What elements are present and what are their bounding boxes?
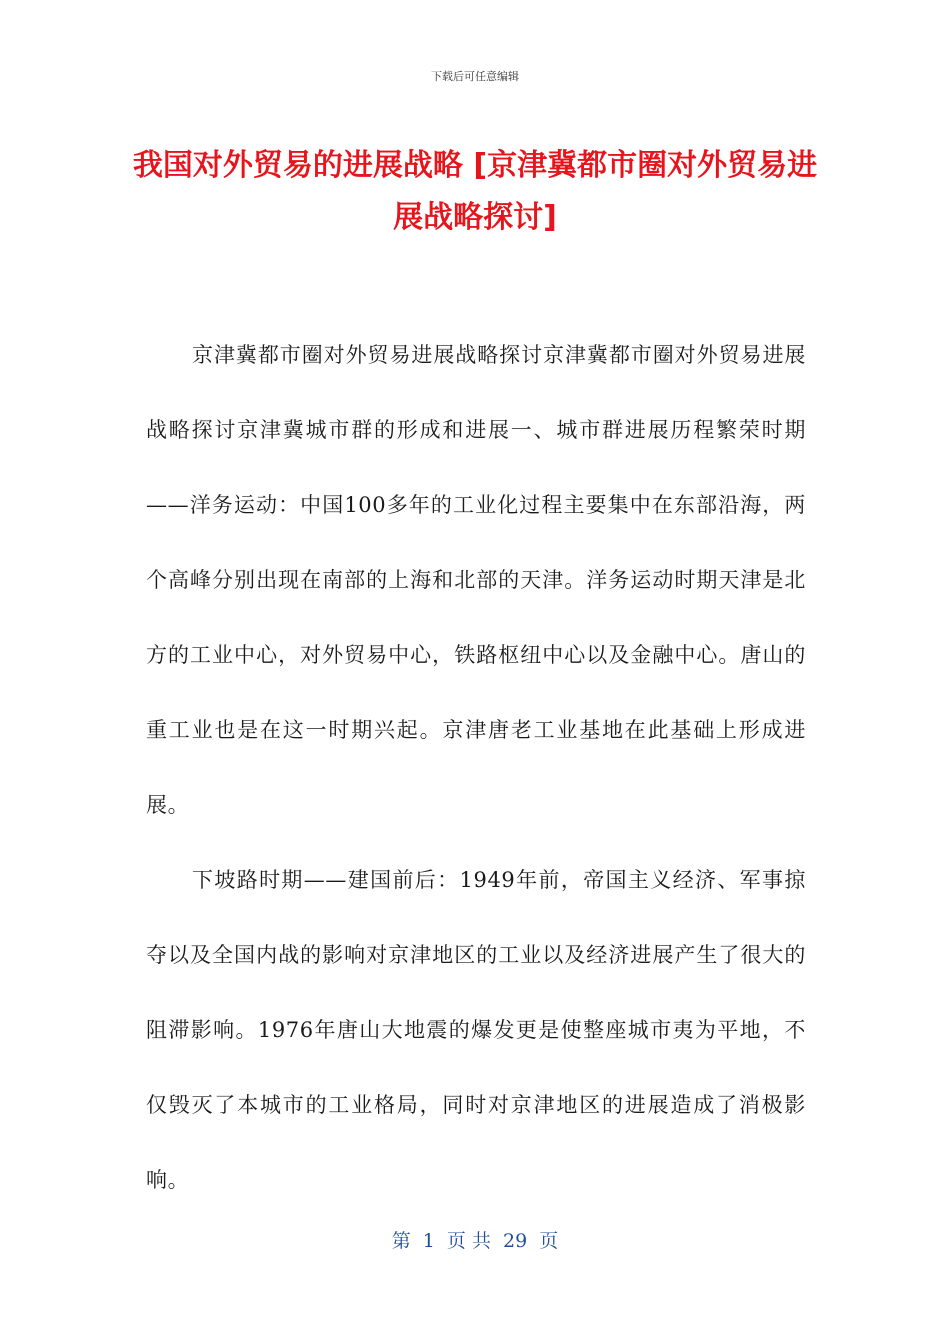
- document-title: 我国对外贸易的进展战略 [京津冀都市圈对外贸易进展战略探讨]: [132, 148, 818, 235]
- paragraph: 下坡路时期——建国前后：1949年前，帝国主义经济、军事掠夺以及全国内战的影响对京津地区的工业以及经济进展产生了很大的阻滞影响。1976年唐山大地震的爆发更是使整座城市夷为平地，不仅毁灭了本城市的工业格局，同时对京津地区的进展造成了消极影响。: [146, 868, 806, 1192]
- document-body: [146, 318, 806, 1218]
- paragraph: 京津冀都市圈对外贸易进展战略探讨京津冀都市圈对外贸易进展战略探讨京津冀城市群的形成和进展一、城市群进展历程繁荣时期——洋务运动：中国100多年的工业化过程主要集中在东部沿海，两个高峰分别出现在南部的上海和北部的天津。洋务运动时期天津是北方的工业中心，对外贸易中心，铁路枢纽中心以及金融中心。唐山的重工业也是在这一时期兴起。京津唐老工业基地在此基础上形成进展。: [146, 343, 806, 817]
- page-number-footer: 第 1 页 共 29 页: [391, 1230, 559, 1252]
- header-note: 下载后可任意编辑: [431, 70, 519, 83]
